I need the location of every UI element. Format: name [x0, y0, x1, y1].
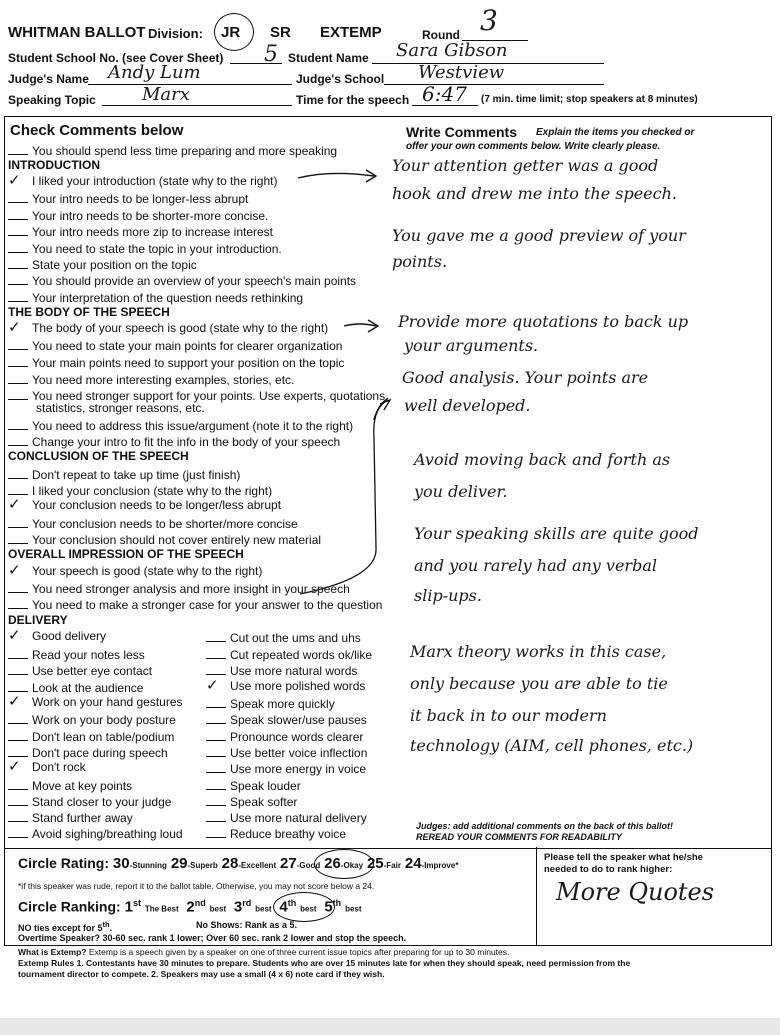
delivery-item[interactable]: Speak more quickly	[206, 695, 335, 711]
check-item[interactable]: State your position on the topic	[8, 256, 197, 272]
topic-value[interactable]: Marx	[142, 84, 190, 105]
check-item-continued: statistics, stronger reasons, etc.	[36, 401, 205, 415]
comment-line: You gave me a good preview of your	[392, 226, 686, 245]
check-mark: ✓	[8, 692, 21, 710]
what-is-extemp: What is Extemp? Extemp is a speech given by a speaker on one of three current issue topics after preparing for up to 30 minutes.	[18, 947, 510, 957]
check-item[interactable]: ✓ Your conclusion needs to be longer/less abrupt	[8, 495, 282, 513]
delivery-item[interactable]: Use more natural delivery	[206, 809, 367, 825]
check-item[interactable]: You need to address this issue/argument (note it to the right)	[8, 417, 353, 433]
check-item-prep[interactable]: You should spend less time preparing and more speaking	[8, 142, 337, 158]
comment-line: technology (AIM, cell phones, etc.)	[410, 736, 694, 755]
comment-line: it back in to our modern	[410, 706, 607, 725]
check-item[interactable]: You need to state the topic in your introduction.	[8, 240, 282, 256]
delivery-item[interactable]: Work on your body posture	[8, 711, 176, 727]
comment-line: Marx theory works in this case,	[410, 642, 667, 661]
improve-prompt-2: needed to do to rank higher:	[544, 864, 673, 875]
intro-heading: INTRODUCTION	[8, 158, 100, 172]
arrow-marks	[290, 160, 390, 420]
check-mark: ✓	[8, 318, 21, 336]
delivery-item[interactable]: Pronounce words clearer	[206, 728, 363, 744]
comment-line: only because you are able to tie	[410, 674, 668, 693]
comment-line: your arguments.	[404, 336, 539, 355]
scan-edge	[0, 1018, 780, 1035]
rating-divider	[536, 847, 537, 945]
comment-line: hook and drew me into the speech.	[392, 184, 677, 203]
no-shows-note: No Shows: Rank as a 5.	[196, 920, 298, 930]
write-comments-heading: Write Comments	[406, 124, 517, 140]
division-circle	[214, 13, 254, 51]
delivery-item[interactable]: Don't lean on table/podium	[8, 728, 174, 744]
delivery-item[interactable]: ✓ Don't rock	[8, 757, 86, 775]
division-jr: JR	[221, 24, 241, 41]
overall-heading: OVERALL IMPRESSION OF THE SPEECH	[8, 547, 244, 561]
delivery-item[interactable]: Look at the audience	[8, 679, 143, 695]
delivery-item[interactable]: Read your notes less	[8, 646, 145, 662]
ranking-line[interactable]: Circle Ranking: 1st The Best 2nd best 3rd best 4th best 5th best	[18, 898, 362, 916]
delivery-item[interactable]: ✓ Good delivery	[8, 626, 107, 644]
check-item[interactable]: Your main points need to support your position on the topic	[8, 354, 344, 370]
check-mark: ✓	[8, 495, 21, 513]
ranking-circle	[273, 892, 335, 922]
comment-line: Your attention getter was a good	[392, 156, 659, 175]
check-item[interactable]: Change your intro to fit the info in the body of your speech	[8, 433, 340, 449]
delivery-item[interactable]: Reduce breathy voice	[206, 825, 346, 841]
judges-note: Judges: add additional comments on the back of this ballot!	[416, 821, 674, 831]
delivery-item[interactable]: Avoid sighing/breathing loud	[8, 825, 183, 841]
rating-line[interactable]: Circle Rating: 30-Stunning 29-Superb 28-Excellent 27-Good 26-Okay 25-Fair 24-Improve*	[18, 855, 459, 872]
check-mark: ✓	[8, 757, 21, 775]
check-item[interactable]: ✓ The body of your speech is good (state why to the right)	[8, 318, 329, 336]
delivery-item[interactable]: Stand further away	[8, 809, 133, 825]
extemp-rules: Extemp Rules 1. Contestants have 30 minutes to prepare. Students who are over 15 minutes late for when they should speak, need permission from the	[18, 958, 631, 968]
delivery-heading: DELIVERY	[8, 613, 68, 627]
check-item[interactable]: Your intro needs more zip to increase interest	[8, 223, 273, 239]
improve-prompt: Please tell the speaker what he/she	[544, 852, 703, 863]
round-value[interactable]: 3	[480, 4, 498, 37]
judge-name-label: Judge's Name	[8, 72, 89, 86]
division-sr: SR	[270, 24, 291, 41]
delivery-item[interactable]: ✓ Work on your hand gestures	[8, 692, 183, 710]
check-item[interactable]: Your interpretation of the question needs rethinking	[8, 289, 303, 305]
delivery-item[interactable]: Don't pace during speech	[8, 744, 168, 760]
student-name-value[interactable]: Sara Gibson	[396, 40, 508, 61]
check-item[interactable]: Your intro needs to be longer-less abrupt	[8, 190, 248, 206]
school-no-label: Student School No. (see Cover Sheet)	[8, 51, 224, 65]
delivery-item[interactable]: Use better voice inflection	[206, 744, 367, 760]
improve-answer[interactable]: More Quotes	[556, 878, 715, 906]
rating-footnote: *if this speaker was rude, report it to the ballot table. Otherwise, you may not score below a 24.	[18, 881, 375, 891]
time-note: (7 min. time limit; stop speakers at 8 minutes)	[481, 94, 698, 105]
check-item[interactable]: Don't repeat to take up time (just finish)	[8, 466, 240, 482]
comment-line: Avoid moving back and forth as	[414, 450, 671, 469]
extemp-rules-2: tournament director to compete. 2. Speakers may use a small (4 x 6) note card if they wish.	[18, 969, 385, 979]
delivery-item[interactable]: ✓ Use more polished words	[206, 676, 366, 694]
body-heading: THE BODY OF THE SPEECH	[8, 305, 170, 319]
rating-circle	[314, 849, 374, 879]
comment-line: and you rarely had any verbal	[414, 556, 657, 575]
time-label: Time for the speech	[296, 93, 410, 107]
check-item[interactable]: I liked your conclusion (state why to the right)	[8, 482, 272, 498]
comment-line: Good analysis. Your points are	[402, 368, 649, 387]
check-item[interactable]: You need to state your main points for clearer organization	[8, 337, 342, 353]
delivery-item[interactable]: Move at key points	[8, 777, 132, 793]
delivery-item[interactable]: Use more natural words	[206, 662, 357, 678]
no-ties-note: NO ties except for 5th.	[18, 920, 113, 933]
comment-line: Provide more quotations to back up	[398, 312, 689, 331]
check-item[interactable]: Your conclusion needs to be shorter/more concise	[8, 515, 298, 531]
delivery-item[interactable]: Cut repeated words ok/like	[206, 646, 372, 662]
conclusion-heading: CONCLUSION OF THE SPEECH	[8, 449, 189, 463]
delivery-item[interactable]: Use better eye contact	[8, 662, 152, 678]
ballot-title: WHITMAN BALLOT	[8, 24, 146, 41]
check-item[interactable]: Your conclusion should not cover entirely new material	[8, 531, 321, 547]
comment-line: points.	[392, 252, 448, 271]
judge-school-label: Judge's School	[296, 72, 385, 86]
check-item[interactable]: You need more interesting examples, stories, etc.	[8, 371, 294, 387]
judge-school-value[interactable]: Westview	[418, 62, 505, 83]
delivery-item[interactable]: Stand closer to your judge	[8, 793, 171, 809]
write-comments-instructions: Explain the items you checked or	[536, 127, 695, 138]
check-item[interactable]: You need stronger analysis and more insight in your speech	[8, 580, 350, 596]
delivery-item[interactable]: Use more energy in voice	[206, 760, 366, 776]
check-mark: ✓	[8, 626, 21, 644]
overtime-note: Overtime Speaker? 30-60 sec. rank 1 lower; Over 60 sec. rank 2 lower and stop the speech.	[18, 933, 407, 943]
comment-line: well developed.	[404, 396, 531, 415]
school-no-value[interactable]: 5	[264, 42, 278, 67]
check-item[interactable]: You need to make a stronger case for your answer to the question	[8, 596, 382, 612]
delivery-item[interactable]: Speak louder	[206, 777, 301, 793]
student-name-label: Student Name	[288, 51, 369, 65]
check-mark: ✓	[8, 171, 21, 189]
check-item[interactable]: ✓ Your speech is good (state why to the right)	[8, 561, 263, 579]
check-item[interactable]: Your intro needs to be shorter-more concise.	[8, 207, 268, 223]
delivery-item[interactable]: Speak softer	[206, 793, 297, 809]
time-value[interactable]: 6:47	[422, 82, 467, 106]
division-label: Division:	[148, 26, 203, 41]
check-item[interactable]: You need stronger support for your points. Use experts, quotations,	[8, 387, 388, 403]
check-mark: ✓	[206, 676, 219, 694]
event-name: EXTEMP	[320, 24, 382, 41]
round-label: Round	[422, 28, 460, 42]
comment-line: you deliver.	[414, 482, 508, 501]
check-item[interactable]: ✓ I liked your introduction (state why to the right)	[8, 171, 278, 189]
write-comments-instructions-2: offer your own comments below. Write clearly please.	[406, 141, 661, 152]
delivery-item[interactable]: Cut out the ums and uhs	[206, 629, 361, 645]
judges-note-2: REREAD YOUR COMMENTS FOR READABILITY	[416, 832, 622, 842]
arrow-curve	[296, 398, 406, 598]
check-mark: ✓	[8, 561, 21, 579]
check-comments-heading: Check Comments below	[10, 122, 184, 139]
check-item[interactable]: You should provide an overview of your speech's main points	[8, 272, 356, 288]
comment-line: slip-ups.	[414, 586, 482, 605]
topic-label: Speaking Topic	[8, 93, 96, 107]
comment-line: Your speaking skills are quite good	[414, 524, 699, 543]
judge-name-value[interactable]: Andy Lum	[108, 62, 201, 83]
delivery-item[interactable]: Speak slower/use pauses	[206, 711, 367, 727]
